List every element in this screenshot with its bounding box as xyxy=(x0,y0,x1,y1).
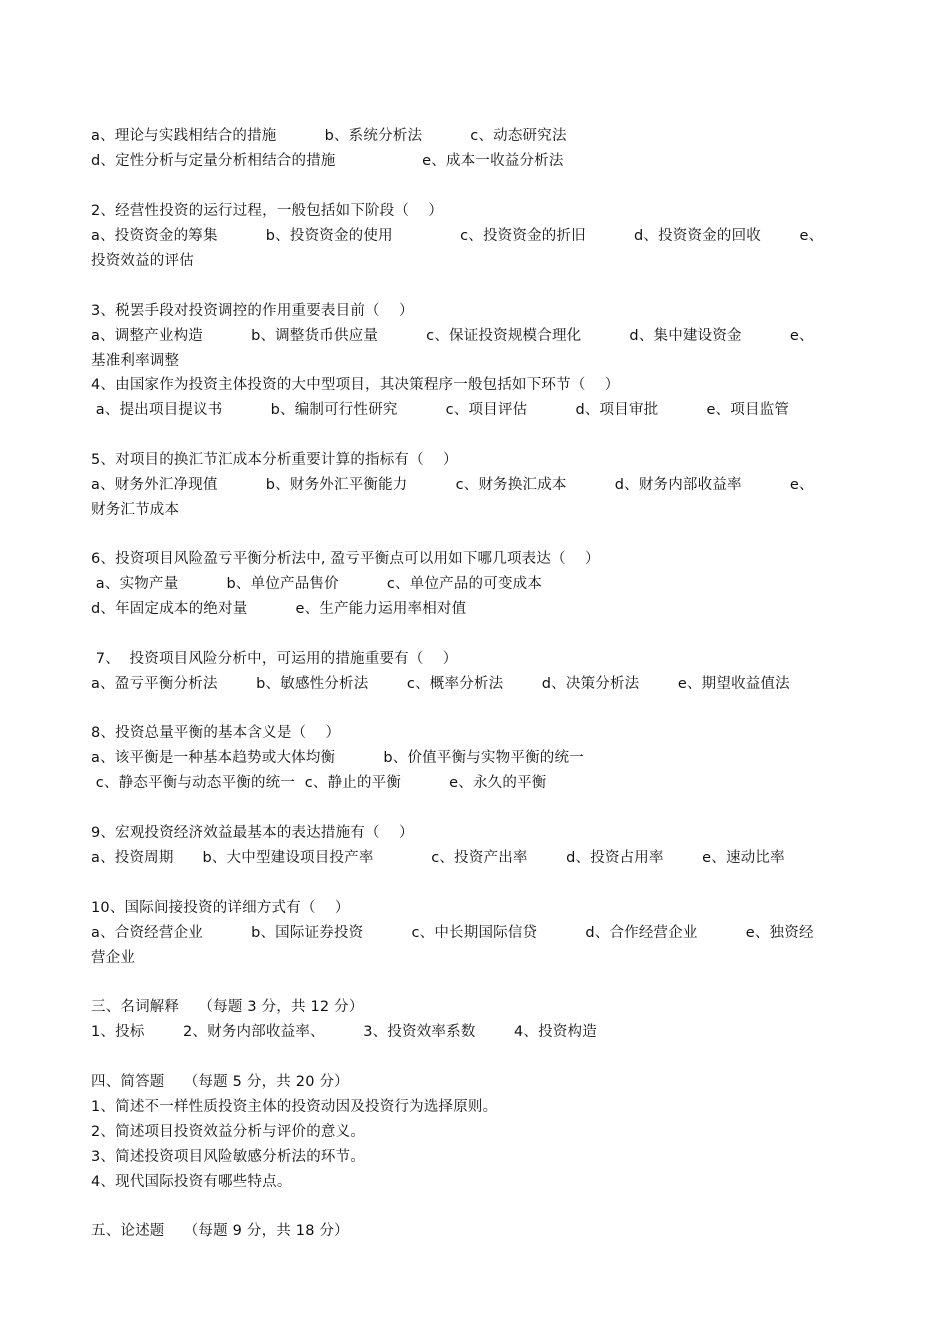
q1-options-line-1: a、理论与实践相结合的措施 b、系统分析法 c、动态研究法 xyxy=(91,128,567,144)
question-4: 4、由国家作为投资主体投资的大中型项目，其决策程序一般包括如下环节（ ） xyxy=(91,377,620,393)
q7-options: a、盈亏平衡分析法 b、敏感性分析法 c、概率分析法 d、决策分析法 e、期望收益值法 xyxy=(91,676,790,692)
section-3-heading: 三、名词解释 （每题 3 分，共 12 分） xyxy=(91,999,364,1015)
section-5-heading: 五、论述题 （每题 9 分，共 18 分） xyxy=(91,1223,349,1239)
q1-options-line-2: d、定性分析与定量分析相结合的措施 e、成本一收益分析法 xyxy=(91,153,564,169)
q5-options-line-1: a、财务外汇净现值 b、财务外汇平衡能力 c、财务换汇成本 d、财务内部收益率 e、 xyxy=(91,477,814,493)
short-answer-1: 1、简述不一样性质投资主体的投资动因及投资行为选择原则。 xyxy=(91,1099,498,1115)
q8-options-line-2: c、静态平衡与动态平衡的统一 c、静止的平衡 e、永久的平衡 xyxy=(91,775,547,791)
q3-options-line-2: 基准利率调整 xyxy=(91,353,180,369)
short-answer-3: 3、简述投资项目风险敏感分析法的环节。 xyxy=(91,1149,366,1165)
question-7: 7、 投资项目风险分析中，可运用的措施重要有（ ） xyxy=(91,651,458,667)
question-6: 6、投资项目风险盈亏平衡分析法中, 盈亏平衡点可以用如下哪几项表达（ ） xyxy=(91,551,600,567)
question-5: 5、对项目的换汇节汇成本分析重要计算的指标有（ ） xyxy=(91,452,458,468)
question-2: 2、经营性投资的运行过程，一般包括如下阶段（ ） xyxy=(91,203,444,219)
q2-options-line-2: 投资效益的评估 xyxy=(91,253,194,269)
q8-options-line-1: a、该平衡是一种基本趋势或大体均衡 b、价值平衡与实物平衡的统一 xyxy=(91,750,584,766)
section-3-terms: 1、投标 2、财务内部收益率、 3、投资效率系数 4、投资构造 xyxy=(91,1024,597,1040)
q5-options-line-2: 财务汇节成本 xyxy=(91,502,180,518)
short-answer-4: 4、现代国际投资有哪些特点。 xyxy=(91,1174,292,1190)
q9-options: a、投资周期 b、大中型建设项目投产率 c、投资产出率 d、投资占用率 e、速动比率 xyxy=(91,850,785,866)
question-3: 3、税罢手段对投资调控的作用重要表目前（ ） xyxy=(91,303,414,319)
q6-options-line-2: d、年固定成本的绝对量 e、生产能力运用率相对值 xyxy=(91,601,467,617)
question-9: 9、宏观投资经济效益最基本的表达措施有（ ） xyxy=(91,825,414,841)
short-answer-2: 2、简述项目投资效益分析与评价的意义。 xyxy=(91,1124,366,1140)
section-4-heading: 四、简答题 （每题 5 分，共 20 分） xyxy=(91,1074,349,1090)
question-10: 10、国际间接投资的详细方式有（ ） xyxy=(91,900,350,916)
q10-options-line-2: 营企业 xyxy=(91,950,136,966)
question-8: 8、投资总量平衡的基本含义是（ ） xyxy=(91,725,341,741)
q3-options-line-1: a、调整产业构造 b、调整货币供应量 c、保证投资规模合理化 d、集中建设资金 e、 xyxy=(91,328,814,344)
q6-options-line-1: a、实物产量 b、单位产品售价 c、单位产品的可变成本 xyxy=(91,576,543,592)
q10-options-line-1: a、合资经营企业 b、国际证券投资 c、中长期国际信贷 d、合作经营企业 e、独资经 xyxy=(91,925,814,941)
q2-options-line-1: a、投资资金的筹集 b、投资资金的使用 c、投资资金的折旧 d、投资资金的回收 e、 xyxy=(91,228,824,244)
q4-options: a、提出项目提议书 b、编制可行性研究 c、项目评估 d、项目审批 e、项目监管 xyxy=(91,402,790,418)
